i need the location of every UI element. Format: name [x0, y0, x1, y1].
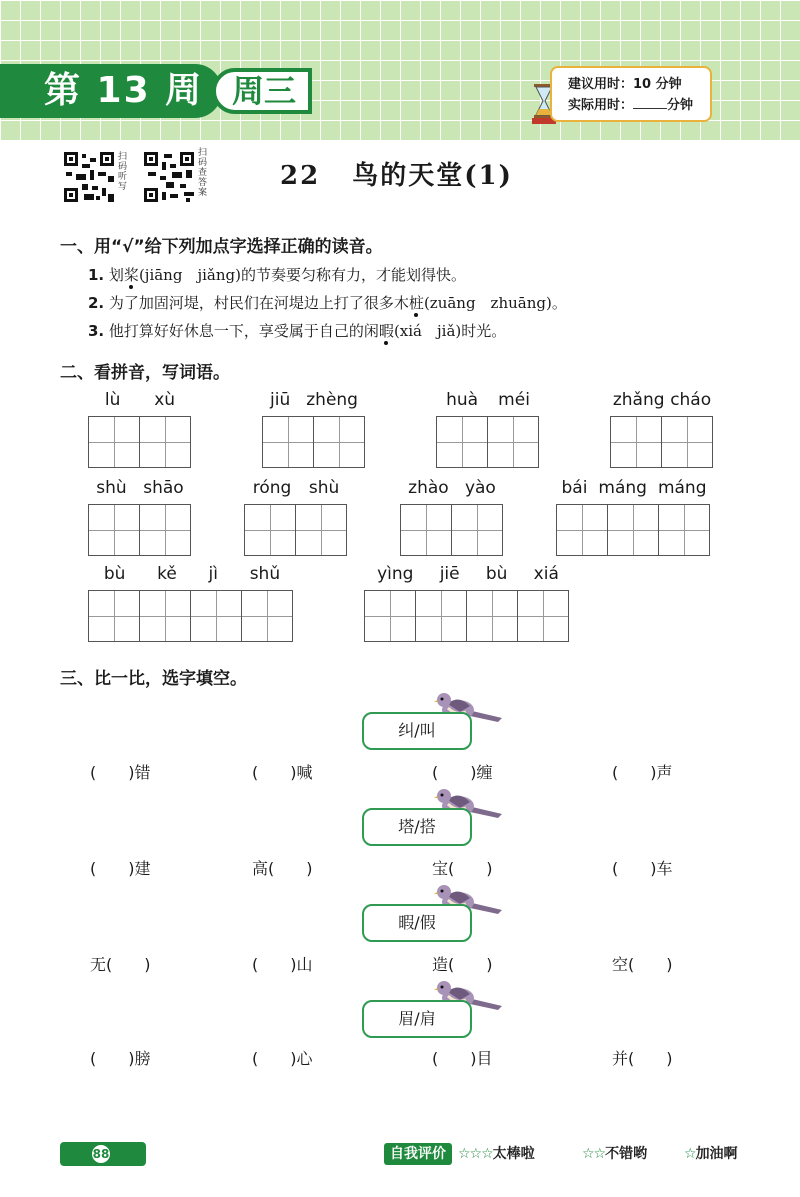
fill-blank[interactable]: 无( ) [90, 955, 151, 974]
section1-heading: 一、用“√”给下列加点字选择正确的读音。 [60, 237, 383, 257]
time-box [550, 66, 712, 122]
pinyin-word [88, 478, 192, 558]
fill-blank[interactable]: ( )目 [432, 1049, 493, 1068]
writing-cell[interactable] [190, 590, 242, 642]
pinyin-word [400, 478, 504, 558]
question-text: 他打算好好休息一下，享受属于自己的闲 [104, 322, 379, 340]
eval-option-text: 加油啊 [695, 1146, 738, 1162]
week-label: 第 13 周 [0, 64, 222, 118]
eval-option-good[interactable] [582, 1143, 647, 1165]
fill-blank[interactable]: ( )建 [90, 859, 151, 878]
pinyin-syllable: shù [308, 478, 340, 498]
pinyin-syllable: máng [657, 478, 707, 498]
pinyin-syllable: méi [498, 390, 530, 410]
fill-blank[interactable]: 造( ) [432, 955, 493, 974]
dotted-char: 桨 [123, 266, 139, 284]
page-number: 88 [90, 1143, 112, 1165]
section2-heading: 二、看拼音，写词语。 [60, 363, 230, 383]
page-number-badge [60, 1142, 146, 1166]
writing-cell[interactable] [88, 416, 140, 468]
pinyin-syllable: róng [252, 478, 292, 498]
fill-blank[interactable]: ( )声 [612, 763, 673, 782]
writing-cell[interactable] [607, 504, 659, 556]
pinyin-word [364, 564, 572, 644]
writing-cell[interactable] [139, 504, 191, 556]
pair-card: 纠/叫 [362, 712, 472, 750]
lesson-number: 22 [280, 161, 321, 191]
question-text: 划 [104, 266, 124, 284]
pinyin-syllable: zhǎng [612, 390, 665, 410]
writing-cell[interactable] [517, 590, 569, 642]
lesson-title [280, 155, 513, 192]
writing-cell[interactable] [400, 504, 452, 556]
fill-blank[interactable]: ( )缠 [432, 763, 493, 782]
writing-cell[interactable] [487, 416, 539, 468]
actual-time-blank[interactable] [633, 96, 667, 109]
fill-blank[interactable]: ( )喊 [252, 763, 313, 782]
qr-label-dictation: 扫码听写 [118, 152, 128, 192]
pair-card: 塔/搭 [362, 808, 472, 846]
fill-blank[interactable]: 并( ) [612, 1049, 673, 1068]
pinyin-syllable: jì [208, 564, 218, 584]
actual-time-prefix: 实际用时： [568, 98, 634, 113]
lesson-name: 鸟的天堂(1) [352, 161, 513, 191]
writing-cell[interactable] [88, 504, 140, 556]
writing-cell[interactable] [415, 590, 467, 642]
fill-blank[interactable]: ( )错 [90, 763, 151, 782]
fill-blank[interactable]: 高( ) [252, 859, 313, 878]
pinyin-syllable: lù [104, 390, 121, 410]
pinyin-syllable: kě [157, 564, 177, 584]
pair-card: 眉/肩 [362, 1000, 472, 1038]
suggested-time: 建议用时：10 分钟 [568, 77, 682, 92]
question-number: 1. [88, 266, 105, 284]
pinyin-syllable: xiá [533, 564, 559, 584]
pinyin-syllable: jiū [270, 390, 291, 410]
qr-code-answers[interactable] [142, 150, 196, 204]
fill-blank[interactable]: ( )心 [252, 1049, 313, 1068]
question-text: 为了加固河堤，村民们在河堤边上打了很多木 [104, 294, 409, 312]
dotted-char: 暇 [378, 322, 394, 340]
writing-cell[interactable] [436, 416, 488, 468]
pinyin-syllable: cháo [670, 390, 712, 410]
pair-card: 暇/假 [362, 904, 472, 942]
section3-heading: 三、比一比，选字填空。 [60, 669, 247, 689]
pinyin-syllable: zhào [408, 478, 449, 498]
pinyin-word [556, 478, 712, 558]
eval-option-text: 不错哟 [605, 1146, 648, 1162]
writing-cell[interactable] [244, 504, 296, 556]
pinyin-word [244, 478, 348, 558]
pinyin-syllable: jiē [439, 564, 460, 584]
writing-cell[interactable] [556, 504, 608, 556]
pinyin-syllable: zhèng [306, 390, 358, 410]
writing-cell[interactable] [658, 504, 710, 556]
writing-cell[interactable] [139, 590, 191, 642]
writing-cell[interactable] [139, 416, 191, 468]
writing-cell[interactable] [313, 416, 365, 468]
writing-cell[interactable] [661, 416, 713, 468]
writing-cell[interactable] [610, 416, 662, 468]
question-options[interactable]: (jiāng jiǎng)的节奏要匀称有力，才能划得快。 [138, 266, 466, 284]
pinyin-syllable: shǔ [249, 564, 281, 584]
question-number: 2. [88, 294, 105, 312]
actual-time-suffix: 分钟 [667, 98, 694, 113]
pinyin-word [610, 390, 714, 470]
pinyin-syllable: bái [561, 478, 588, 498]
writing-cell[interactable] [262, 416, 314, 468]
pinyin-syllable: shù [96, 478, 127, 498]
writing-cell[interactable] [295, 504, 347, 556]
pinyin-word [262, 390, 366, 470]
pinyin-syllable: shāo [143, 478, 184, 498]
question-number: 3. [88, 322, 105, 340]
pinyin-syllable: bù [103, 564, 126, 584]
pinyin-syllable: yào [464, 478, 496, 498]
actual-time [568, 95, 710, 116]
fill-blank[interactable]: ( )车 [612, 859, 673, 878]
fill-blank[interactable]: 宝( ) [432, 859, 493, 878]
qr-code-dictation[interactable] [62, 150, 116, 204]
self-eval-label: 自我评价 [384, 1143, 452, 1165]
question-3 [88, 320, 506, 341]
pinyin-syllable: xù [154, 390, 176, 410]
question-options[interactable]: (xiá jiǎ)时光。 [393, 322, 507, 340]
pinyin-syllable: máng [598, 478, 647, 498]
dotted-char: 桩 [408, 294, 424, 312]
star-icon: ☆ [684, 1146, 696, 1162]
question-options[interactable]: (zuāng zhuāng)。 [423, 294, 567, 312]
fill-blank[interactable]: ( )山 [252, 955, 313, 974]
eval-option-text: 太棒啦 [492, 1146, 535, 1162]
pinyin-syllable: yìng [377, 564, 414, 584]
eval-option-excellent[interactable] [458, 1143, 535, 1165]
qr-label-answers: 扫码查答案 [198, 148, 208, 198]
pinyin-syllable: huà [446, 390, 479, 410]
pinyin-word [88, 390, 192, 470]
day-label: 周三 [212, 68, 312, 114]
eval-option-keep-going[interactable] [684, 1143, 738, 1165]
question-1 [88, 264, 466, 285]
writing-cell[interactable] [451, 504, 503, 556]
writing-cell[interactable] [241, 590, 293, 642]
writing-cell[interactable] [88, 590, 140, 642]
pinyin-word [88, 564, 296, 644]
fill-blank[interactable]: 空( ) [612, 955, 673, 974]
fill-blank[interactable]: ( )膀 [90, 1049, 151, 1068]
writing-cell[interactable] [466, 590, 518, 642]
star-icon: ☆☆ [582, 1146, 606, 1162]
pinyin-word [436, 390, 540, 470]
star-icon: ☆☆☆ [458, 1146, 493, 1162]
writing-cell[interactable] [364, 590, 416, 642]
question-2 [88, 292, 567, 313]
pinyin-syllable: bù [485, 564, 508, 584]
